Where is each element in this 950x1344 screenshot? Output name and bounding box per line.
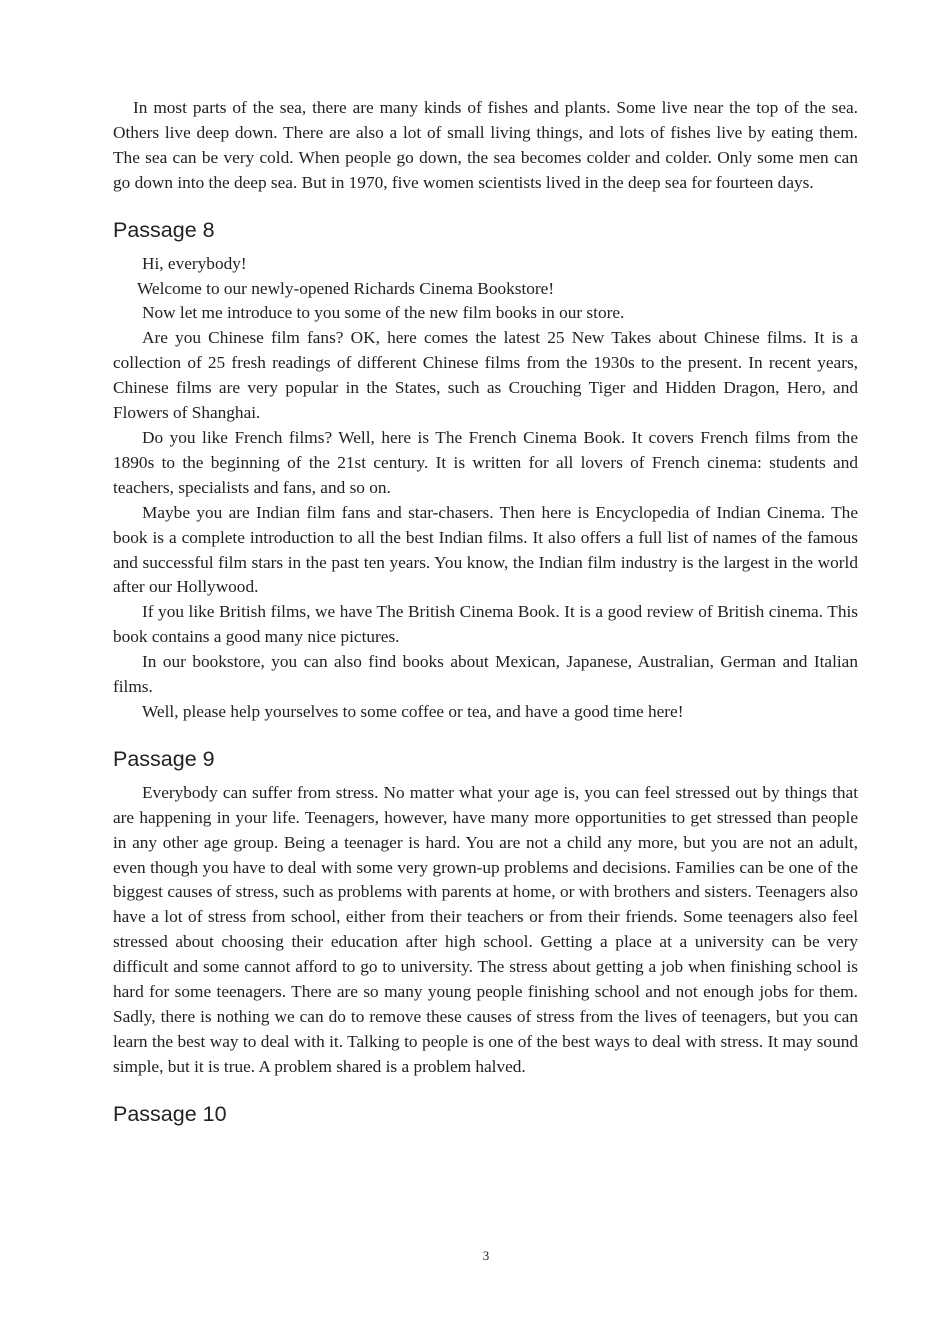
- passage-8-paragraph: Maybe you are Indian film fans and star-chasers. Then here is Encyclopedia of Indian Cinema. The book is a complete introduction to all the best Indian films. It also offers a full list of names of the famous and successful film stars in the past ten years. You know, the Indian film industry is the largest in the world after our Hollywood.: [113, 502, 858, 597]
- passage-8-paragraph: If you like British films, we have The British Cinema Book. It is a good review of British cinema. This book contains a good many nice pictures.: [113, 602, 858, 647]
- passage-9-heading: Passage 9: [113, 746, 215, 771]
- document-page: [113, 96, 858, 1128]
- passage-7-paragraph: In most parts of the sea, there are many kinds of fishes and plants. Some live near the top of the sea. Others live deep down. There are also a lot of small living things, and lots of fishes live by eating them. The sea can be very cold. When people go down, the sea becomes colder and colder. Only some men can go down into the deep sea. But in 1970, five women scientists lived in the deep sea for fourteen days.: [113, 98, 858, 192]
- passage-10-heading: Passage 10: [113, 1101, 227, 1126]
- passage-9-paragraph: Everybody can suffer from stress. No matter what your age is, you can feel stressed out by things that are happening in your life. Teenagers, however, have many more opportunities to get stressed than people in any other age group. Being a teenager is hard. You are not a child any more, but you are not an adult, even though you have to deal with some very grown-up problems and decisions. Families can be one of the biggest causes of stress, such as problems with parents at home, or with brothers and sisters. Teenagers also have a lot of stress from school, either from their teachers or from their friends. Some teenagers also feel stressed about choosing their education after high school. Getting a place at a university can be very difficult and some cannot afford to go to university. The stress about getting a job when finishing school is hard for some teenagers. There are so many young people finishing school and not enough jobs for them. Sadly, there is nothing we can do to remove these causes of stress from the lives of teenagers, but you can learn the best way to deal with it. Talking to people is one of the best ways to deal with stress. It may sound simple, but it is true. A problem shared is a problem halved.: [113, 782, 858, 1076]
- passage-8-paragraph: Do you like French films? Well, here is The French Cinema Book. It covers French films from the 1890s to the beginning of the 21st century. It is written for all lovers of French cinema: students and teachers, specialists and fans, and so on.: [113, 427, 858, 497]
- passage-8-paragraph: Welcome to our newly-opened Richards Cinema Bookstore!: [137, 278, 555, 298]
- passage-8-paragraph: Well, please help yourselves to some coffee or tea, and have a good time here!: [142, 701, 684, 721]
- passage-8-heading: Passage 8: [113, 217, 215, 242]
- passage-8-paragraph: Are you Chinese film fans? OK, here comes the latest 25 New Takes about Chinese films. It is a collection of 25 fresh readings of different Chinese films from the 1930s to the present. In recent years, Chinese films are very popular in the States, such as Crouching Tiger and Hidden Dragon, Hero, and Flowers of Shanghai.: [113, 328, 858, 423]
- page-number: 3: [482, 1248, 490, 1263]
- passage-8-paragraph: Hi, everybody!: [142, 253, 247, 273]
- passage-8-paragraph: In our bookstore, you can also find books about Mexican, Japanese, Australian, German and Italian films.: [113, 652, 858, 697]
- passage-8-paragraph: Now let me introduce to you some of the new film books in our store.: [142, 303, 625, 323]
